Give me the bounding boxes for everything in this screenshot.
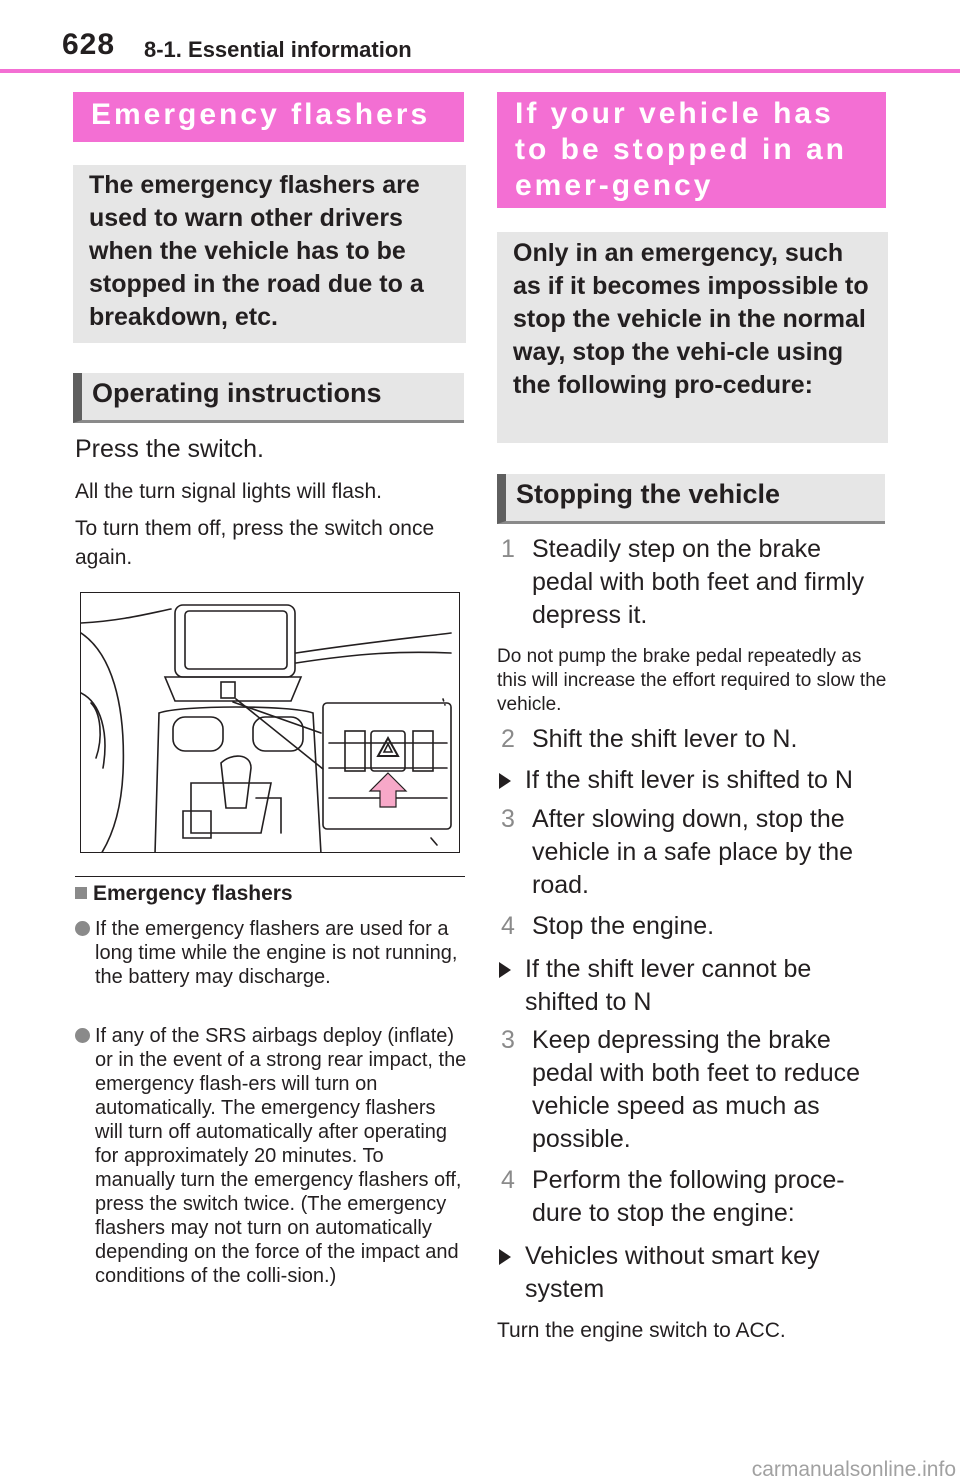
bullet-dot-icon [75,921,90,936]
display-screen [175,605,295,677]
emergency-stop-title: If your vehicle has to be stopped in an emer-gency [497,92,886,208]
emergency-stop-intro: Only in an emergency, such as if it becomes impossible to stop the vehicle in the normal way, stop the vehi-cle using the following pro-cedure: [497,232,888,443]
bullet-dot-icon [75,1028,90,1043]
hazard-switch-diagram [81,593,460,853]
emergency-flashers-intro: The emergency flashers are used to warn other drivers when the vehicle has to be stopped in the road due to a breakdown, etc. [73,165,466,343]
press-switch-step: Press the switch. [75,435,264,463]
final-note: Turn the engine switch to ACC. [497,1319,786,1342]
step-3b: 3 Keep depressing the brake pedal with both feet to reduce vehicle speed as much as possible. [501,1026,861,1153]
shift-lever [221,756,251,808]
section-title: 8-1. Essential information [144,37,412,62]
step-2: 2 Shift the shift lever to N. [501,725,798,753]
dashboard-illustration [80,592,460,853]
step-1: 1 Steadily step on the brake pedal with both feet and firmly depress it. [501,535,865,629]
hazard-triangle-icon [378,738,398,756]
steering-wheel [81,633,123,853]
case-shifted-to-n: If the shift lever is shifted to N [497,764,887,797]
operating-instructions-heading: Operating instructions [73,373,464,423]
emergency-flashers-title: Emergency flashers [73,92,464,142]
case-no-smart-key: Vehicles without smart key system [497,1240,867,1306]
header-rule [0,69,960,73]
triangle-arrow-icon [499,1249,511,1265]
stopping-vehicle-heading: Stopping the vehicle [497,474,885,524]
turn-off-note: To turn them off, press the switch once again. [75,517,435,569]
triangle-arrow-icon [499,962,511,978]
notes-heading: Emergency flashers [75,880,465,908]
step-3a: 3 After slowing down, stop the vehicle in a safe place by the road. [501,805,854,899]
page-header [0,0,960,76]
square-bullet-icon [75,887,87,899]
note-battery: If the emergency flashers are used for a long time while the engine is not running, the battery may discharge. [75,917,465,989]
hazard-button-small [221,682,235,698]
note-srs-airbags: If any of the SRS airbags deploy (inflate) or in the event of a strong rear impact, the emergency flash-ers will turn on automatically. The emergency flashers will turn off automatically after operating for approximately 20 minutes. To manually turn the emergency flashers off, press the switch twice. (The emergency flashers may not turn on automatically depending on the force of the impact and conditions of the colli-sion.) [75,1024,467,1288]
zoom-panel [323,703,451,829]
step-4a: 4 Stop the engine. [501,912,715,940]
case-cannot-shift: If the shift lever cannot be shifted to N [497,953,847,1019]
step-4b: 4 Perform the following proce-dure to stop the engine: [501,1166,845,1227]
page-number: 628 [62,28,116,61]
triangle-arrow-icon [499,773,511,789]
press-arrow-icon [370,773,406,807]
divider-rule [75,876,465,877]
vent-left [173,717,223,751]
watermark: carmanualsonline.info [751,1458,956,1481]
step-1-note: Do not pump the brake pedal repeatedly as this will increase the effort required to slow the vehicle. [497,646,887,715]
flash-note: All the turn signal lights will flash. [75,480,382,503]
